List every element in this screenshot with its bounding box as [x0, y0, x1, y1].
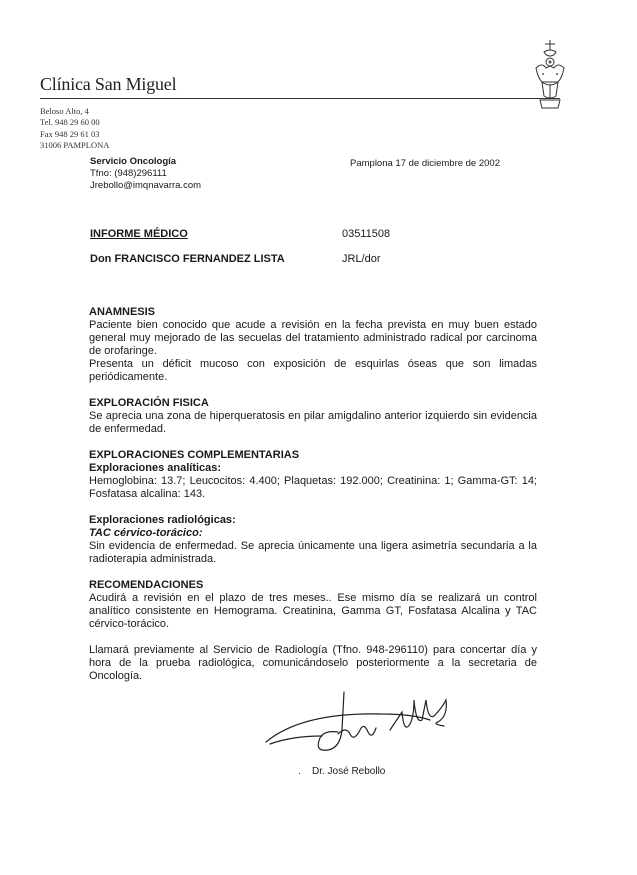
service-name: Servicio Oncología — [90, 156, 177, 167]
radiologicas-heading: Exploraciones radiológicas: — [89, 514, 236, 526]
recomendaciones-text-2: Llamará previamente al Servicio de Radiología (Tfno. 948-296110) para concertar día y hora de la prueba radiológica, comunicándoselo posteriormente a la secretaria de Oncología. — [89, 644, 537, 682]
exploracion-fisica-heading: EXPLORACIÓN FISICA — [89, 397, 209, 409]
analiticas-heading: Exploraciones analíticas: — [89, 462, 222, 474]
address-line: Beloso Alto, 4 — [40, 106, 89, 116]
address-line: Fax 948 29 61 03 — [40, 128, 100, 139]
anamnesis-text: Paciente bien conocido que acude a revisión en la fecha prevista en muy buen estado general muy mejorado de las secuelas del tratamiento administrado radical por carcinoma de orofaringe. — [89, 319, 537, 357]
anamnesis-heading: ANAMNESIS — [89, 306, 156, 318]
service-email: Jrebollo@imqnavarra.com — [90, 180, 202, 191]
clinic-name: Clínica San Miguel — [40, 74, 177, 94]
tac-text: Sin evidencia de enfermedad. Se aprecia únicamente una ligera asimetría secundaria a la radioterapia administrada. — [89, 540, 537, 565]
recomendaciones-heading: RECOMENDACIONES — [89, 579, 204, 591]
report-body — [89, 306, 537, 683]
exploracion-fisica-text: Se aprecia una zona de hiperqueratosis en pilar amigdalino anterior izquierdo sin evidencia de enfermedad. — [89, 410, 537, 435]
analiticas-text: Hemoglobina: 13.7; Leucocitos: 4.400; Plaquetas: 192.000; Creatinina: 1; Gamma-GT: 14; Fosfatasa alcalina: 143. — [89, 475, 537, 500]
report-title: INFORME MÉDICO — [90, 228, 188, 240]
address-line: 31006 PAMPLONA — [40, 139, 110, 150]
complementarias-heading: EXPLORACIONES COMPLEMENTARIAS — [89, 449, 300, 461]
tac-heading: TAC cérvico-torácico: — [89, 527, 203, 539]
patient-name: Don FRANCISCO FERNANDEZ LISTA — [90, 253, 285, 265]
signature-name: Dr. José Rebollo — [312, 766, 386, 777]
handwritten-signature — [262, 690, 462, 762]
clinic-address — [40, 106, 109, 151]
report-reference: JRL/dor — [342, 253, 381, 265]
anamnesis-text-2: Presenta un déficit mucoso con exposición de esquirlas óseas que son limadas periódicamente. — [89, 358, 537, 383]
report-number: 03511508 — [342, 228, 391, 240]
clinic-emblem-icon — [528, 38, 572, 112]
address-line: Tel. 948 29 60 00 — [40, 117, 100, 128]
header-rule — [40, 98, 560, 99]
service-block — [90, 156, 201, 192]
recomendaciones-text: Acudirá a revisión en el plazo de tres meses.. Ese mismo día se realizará un control analítico consistente en Hemograma. Creatinina, Gamma GT, Fosfatasa Alcalina y TAC cérvico-torácico. — [89, 592, 537, 630]
date-line: Pamplona 17 de diciembre de 2002 — [350, 158, 500, 169]
signature-mark: . — [298, 766, 301, 777]
service-phone: Tfno: (948)296111 — [90, 168, 167, 179]
